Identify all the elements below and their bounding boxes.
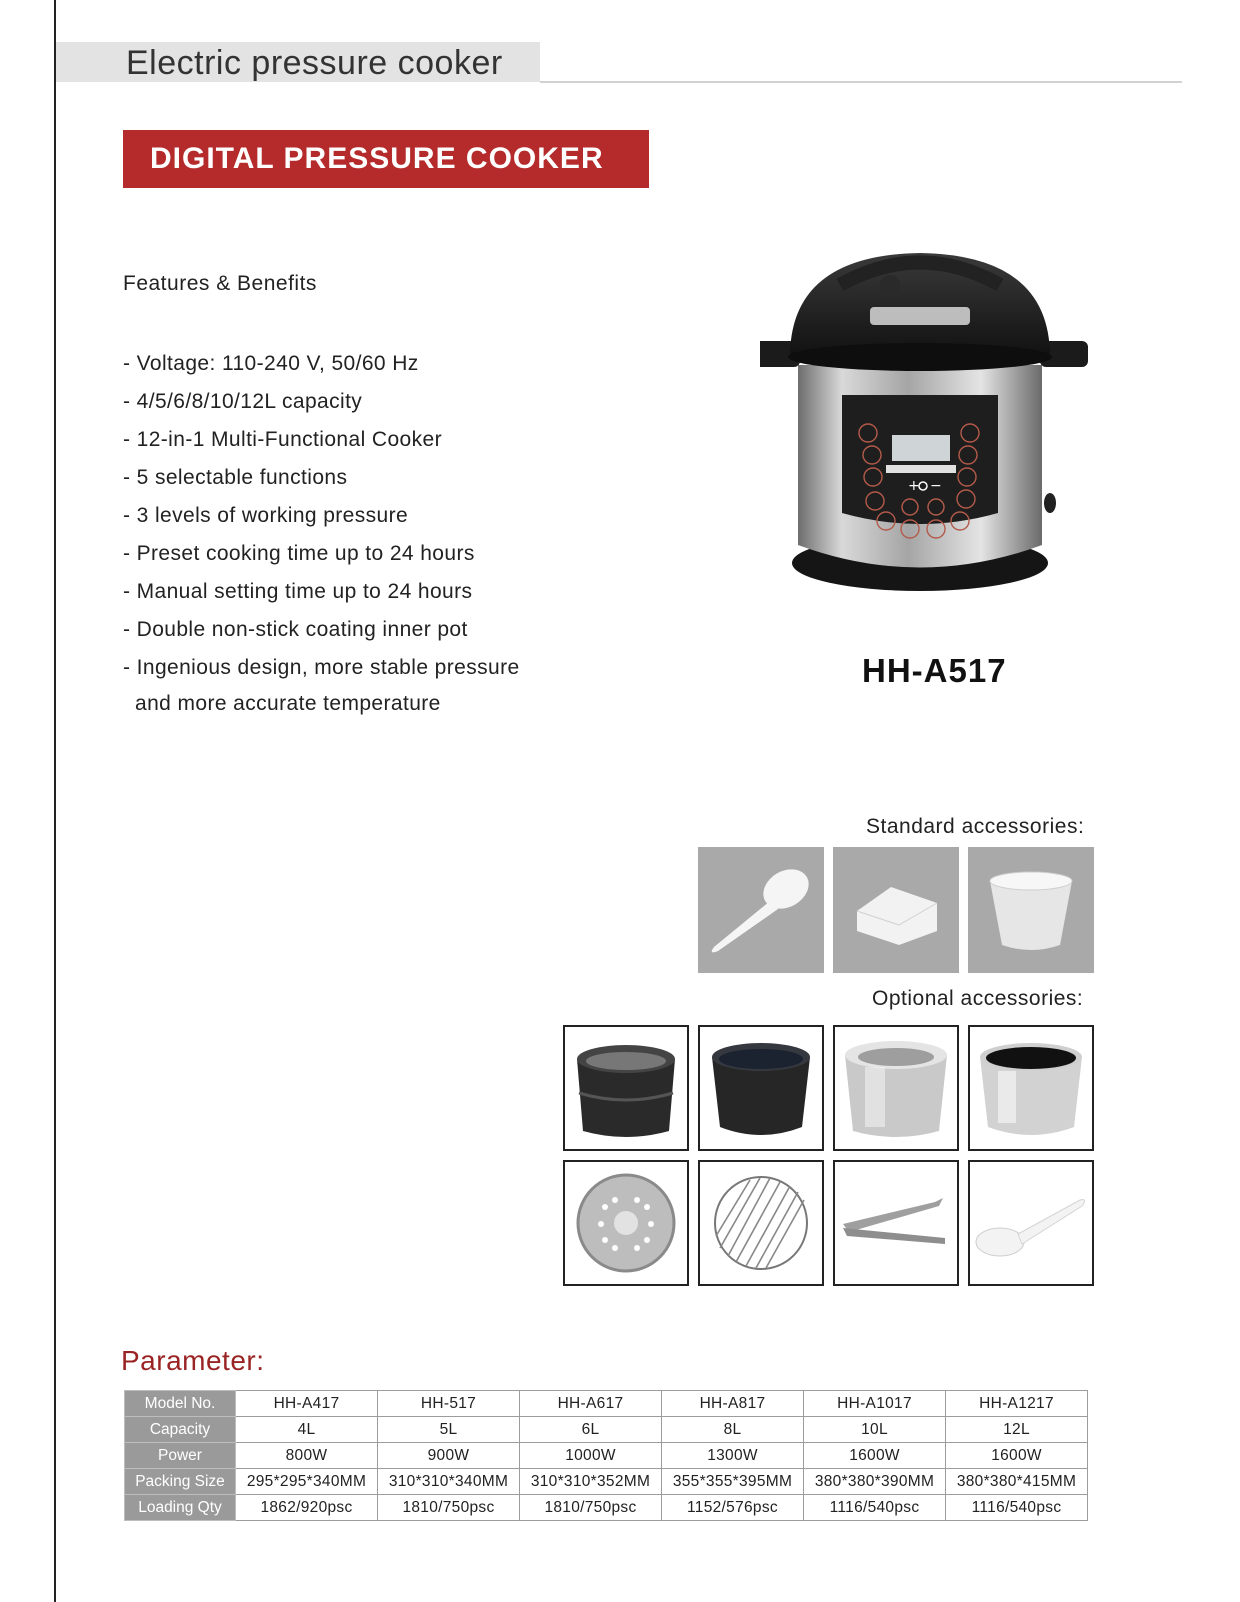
table-row	[125, 1495, 1088, 1521]
feature-item: - 3 levels of working pressure	[123, 504, 409, 527]
table-cell: 6L	[520, 1417, 662, 1443]
table-cell: 1862/920psc	[236, 1495, 378, 1521]
table-cell: 900W	[378, 1443, 520, 1469]
product-model-label: HH-A517	[862, 652, 1007, 689]
feature-item: - 5 selectable functions	[123, 466, 348, 489]
feature-item: - 12-in-1 Multi-Functional Cooker	[123, 428, 442, 451]
table-cell: 8L	[662, 1417, 804, 1443]
parameter-table	[124, 1390, 1088, 1521]
table-cell: 1810/750psc	[378, 1495, 520, 1521]
table-cell: 310*310*352MM	[520, 1469, 662, 1495]
table-cell: 10L	[804, 1417, 946, 1443]
table-cell: HH-A1217	[946, 1391, 1088, 1417]
stainless-pot-set-image	[833, 1025, 959, 1151]
bowl-clip-image	[833, 1160, 959, 1286]
feature-item: - Double non-stick coating inner pot	[123, 618, 468, 641]
nonstick-pot-stack-image	[563, 1025, 689, 1151]
table-cell: 380*380*415MM	[946, 1469, 1088, 1495]
table-cell: 1810/750psc	[520, 1495, 662, 1521]
row-header: Loading Qty	[125, 1495, 236, 1521]
table-cell: 4L	[236, 1417, 378, 1443]
table-cell: HH-A417	[236, 1391, 378, 1417]
table-cell: 1300W	[662, 1443, 804, 1469]
table-cell: 310*310*340MM	[378, 1469, 520, 1495]
feature-item: - Manual setting time up to 24 hours	[123, 580, 473, 603]
measuring-cup-image	[968, 847, 1094, 973]
row-header: Model No.	[125, 1391, 236, 1417]
wire-rack-image	[698, 1160, 824, 1286]
table-cell: 1600W	[804, 1443, 946, 1469]
header-divider	[540, 81, 1182, 83]
svg-text:+: +	[908, 478, 920, 494]
feature-item: - Voltage: 110-240 V, 50/60 Hz	[123, 352, 419, 375]
table-cell: HH-A1017	[804, 1391, 946, 1417]
table-cell: 295*295*340MM	[236, 1469, 378, 1495]
table-row	[125, 1417, 1088, 1443]
product-banner: DIGITAL PRESSURE COOKER	[123, 130, 649, 188]
feature-item: - Ingenious design, more stable pressure	[123, 656, 520, 679]
feature-list	[123, 345, 520, 687]
table-cell: 1600W	[946, 1443, 1088, 1469]
soup-ladle-image	[968, 1160, 1094, 1286]
table-row	[125, 1443, 1088, 1469]
features-heading: Features & Benefits	[123, 272, 317, 295]
table-cell: 1116/540psc	[946, 1495, 1088, 1521]
table-cell: 1000W	[520, 1443, 662, 1469]
feature-item: - 4/5/6/8/10/12L capacity	[123, 390, 363, 413]
parameter-title: Parameter:	[121, 1345, 265, 1376]
page-title: Electric pressure cooker	[126, 44, 503, 82]
table-cell: 355*355*395MM	[662, 1469, 804, 1495]
table-cell: HH-A617	[520, 1391, 662, 1417]
row-header: Packing Size	[125, 1469, 236, 1495]
left-margin-rule	[54, 0, 56, 1602]
table-cell: 1116/540psc	[804, 1495, 946, 1521]
table-cell: 1152/576psc	[662, 1495, 804, 1521]
rice-paddle-image	[698, 847, 824, 973]
spoon-holder-image	[833, 847, 959, 973]
row-header: Capacity	[125, 1417, 236, 1443]
svg-text:−: −	[930, 478, 942, 494]
table-cell: 12L	[946, 1417, 1088, 1443]
table-row	[125, 1391, 1088, 1417]
table-cell: 380*380*390MM	[804, 1469, 946, 1495]
pressure-cooker-image	[760, 245, 1120, 610]
table-cell: HH-A817	[662, 1391, 804, 1417]
steamer-rack-image	[563, 1160, 689, 1286]
table-cell: HH-517	[378, 1391, 520, 1417]
feature-item: - Preset cooking time up to 24 hours	[123, 542, 475, 565]
row-header: Power	[125, 1443, 236, 1469]
stainless-inner-pot-image	[968, 1025, 1094, 1151]
standard-accessories-heading: Standard accessories:	[866, 815, 1085, 838]
table-row	[125, 1469, 1088, 1495]
table-cell: 5L	[378, 1417, 520, 1443]
table-cell: 800W	[236, 1443, 378, 1469]
feature-item-continuation: and more accurate temperature	[135, 692, 441, 715]
optional-accessories-heading: Optional accessories:	[872, 987, 1084, 1010]
granite-inner-pot-image	[698, 1025, 824, 1151]
